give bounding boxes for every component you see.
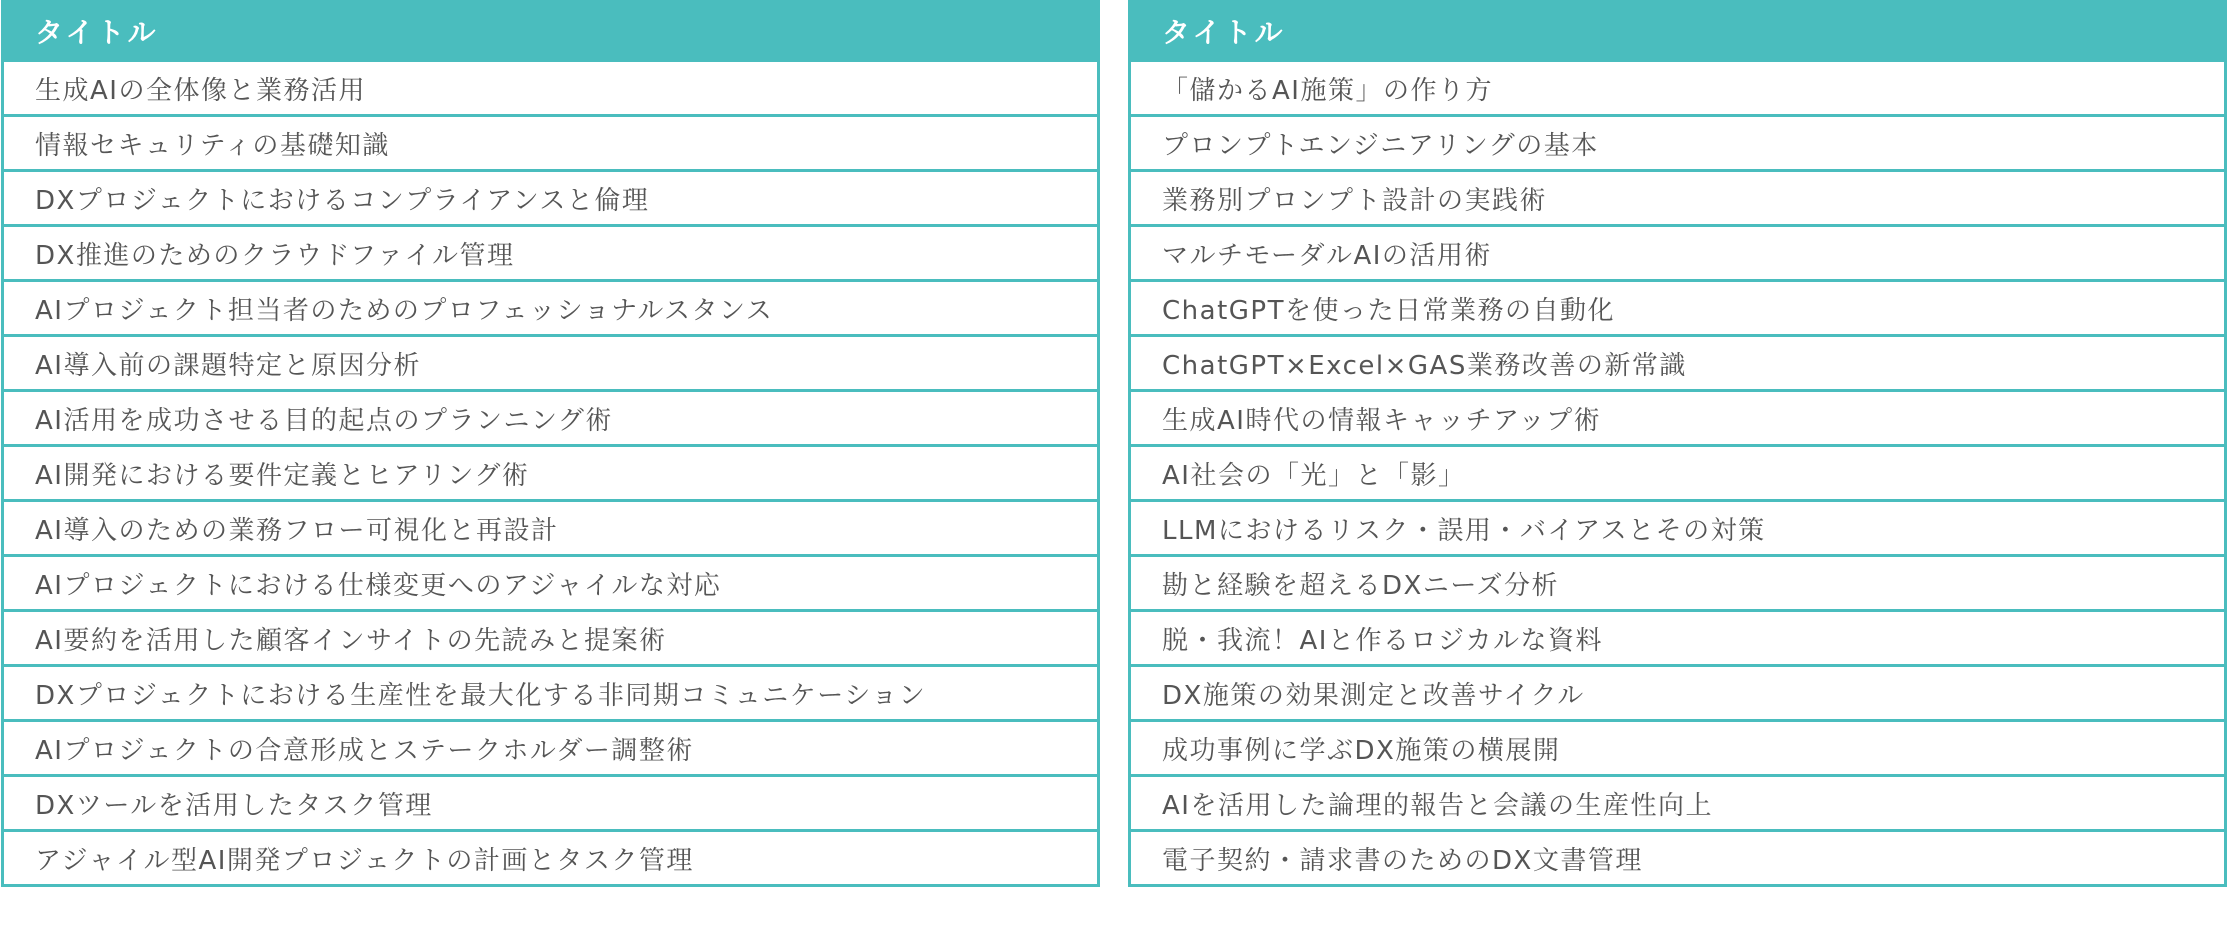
title-cell: 勘と経験を超えるDXニーズ分析 <box>1130 556 2226 611</box>
table-row <box>1130 391 2226 446</box>
title-cell: ChatGPTを使った日常業務の自動化 <box>1130 281 2226 336</box>
table-header-row <box>3 2 1099 61</box>
table-body <box>3 61 1099 886</box>
table-row <box>3 336 1099 391</box>
table-row <box>1130 556 2226 611</box>
title-cell: 脱・我流！AIと作るロジカルな資料 <box>1130 611 2226 666</box>
title-cell: DXツールを活用したタスク管理 <box>3 776 1099 831</box>
table-row <box>1130 831 2226 886</box>
title-cell: AI導入前の課題特定と原因分析 <box>3 336 1099 391</box>
table-row <box>1130 226 2226 281</box>
title-cell: AI活用を成功させる目的起点のプランニング術 <box>3 391 1099 446</box>
table-row <box>3 116 1099 171</box>
title-cell: アジャイル型AI開発プロジェクトの計画とタスク管理 <box>3 831 1099 886</box>
title-cell: LLMにおけるリスク・誤用・バイアスとその対策 <box>1130 501 2226 556</box>
column-header-title: タイトル <box>1130 2 2226 61</box>
title-cell: マルチモーダルAIの活用術 <box>1130 226 2226 281</box>
table-row <box>3 666 1099 721</box>
title-cell: ChatGPT×Excel×GAS業務改善の新常識 <box>1130 336 2226 391</box>
title-cell: AIを活用した論理的報告と会議の生産性向上 <box>1130 776 2226 831</box>
table-row <box>1130 501 2226 556</box>
table-row <box>3 226 1099 281</box>
table-row <box>3 391 1099 446</box>
title-cell: 情報セキュリティの基礎知識 <box>3 116 1099 171</box>
title-cell: DX施策の効果測定と改善サイクル <box>1130 666 2226 721</box>
table-row <box>1130 116 2226 171</box>
title-cell: 「儲かるAI施策」の作り方 <box>1130 61 2226 116</box>
title-cell: AI導入のための業務フロー可視化と再設計 <box>3 501 1099 556</box>
title-cell: 電子契約・請求書のためのDX文書管理 <box>1130 831 2226 886</box>
title-cell: DXプロジェクトにおけるコンプライアンスと倫理 <box>3 171 1099 226</box>
title-cell: プロンプトエンジニアリングの基本 <box>1130 116 2226 171</box>
table-row <box>1130 171 2226 226</box>
table-row <box>1130 281 2226 336</box>
left-title-table <box>1 0 1100 887</box>
title-cell: 成功事例に学ぶDX施策の横展開 <box>1130 721 2226 776</box>
table-row <box>1130 611 2226 666</box>
table-header-row <box>1130 2 2226 61</box>
table-row <box>1130 776 2226 831</box>
title-cell: AI要約を活用した顧客インサイトの先読みと提案術 <box>3 611 1099 666</box>
title-cell: AIプロジェクトの合意形成とステークホルダー調整術 <box>3 721 1099 776</box>
table-row <box>1130 446 2226 501</box>
table-row <box>1130 721 2226 776</box>
table-row <box>3 281 1099 336</box>
table-row <box>1130 336 2226 391</box>
column-header-title: タイトル <box>3 2 1099 61</box>
right-title-table <box>1128 0 2227 887</box>
title-cell: AIプロジェクトにおける仕様変更へのアジャイルな対応 <box>3 556 1099 611</box>
table-row <box>3 776 1099 831</box>
table-row <box>3 831 1099 886</box>
table-row <box>3 446 1099 501</box>
title-cell: AI社会の「光」と「影」 <box>1130 446 2226 501</box>
title-cell: 業務別プロンプト設計の実践術 <box>1130 171 2226 226</box>
table-row <box>1130 61 2226 116</box>
table-row <box>3 171 1099 226</box>
title-cell: AIプロジェクト担当者のためのプロフェッショナルスタンス <box>3 281 1099 336</box>
table-row <box>3 61 1099 116</box>
title-cell: DX推進のためのクラウドファイル管理 <box>3 226 1099 281</box>
table-body <box>1130 61 2226 886</box>
table-row <box>3 721 1099 776</box>
title-cell: DXプロジェクトにおける生産性を最大化する非同期コミュニケーション <box>3 666 1099 721</box>
title-cell: 生成AI時代の情報キャッチアップ術 <box>1130 391 2226 446</box>
title-cell: 生成AIの全体像と業務活用 <box>3 61 1099 116</box>
table-row <box>3 556 1099 611</box>
table-row <box>1130 666 2226 721</box>
title-cell: AI開発における要件定義とヒアリング術 <box>3 446 1099 501</box>
table-row <box>3 611 1099 666</box>
table-row <box>3 501 1099 556</box>
